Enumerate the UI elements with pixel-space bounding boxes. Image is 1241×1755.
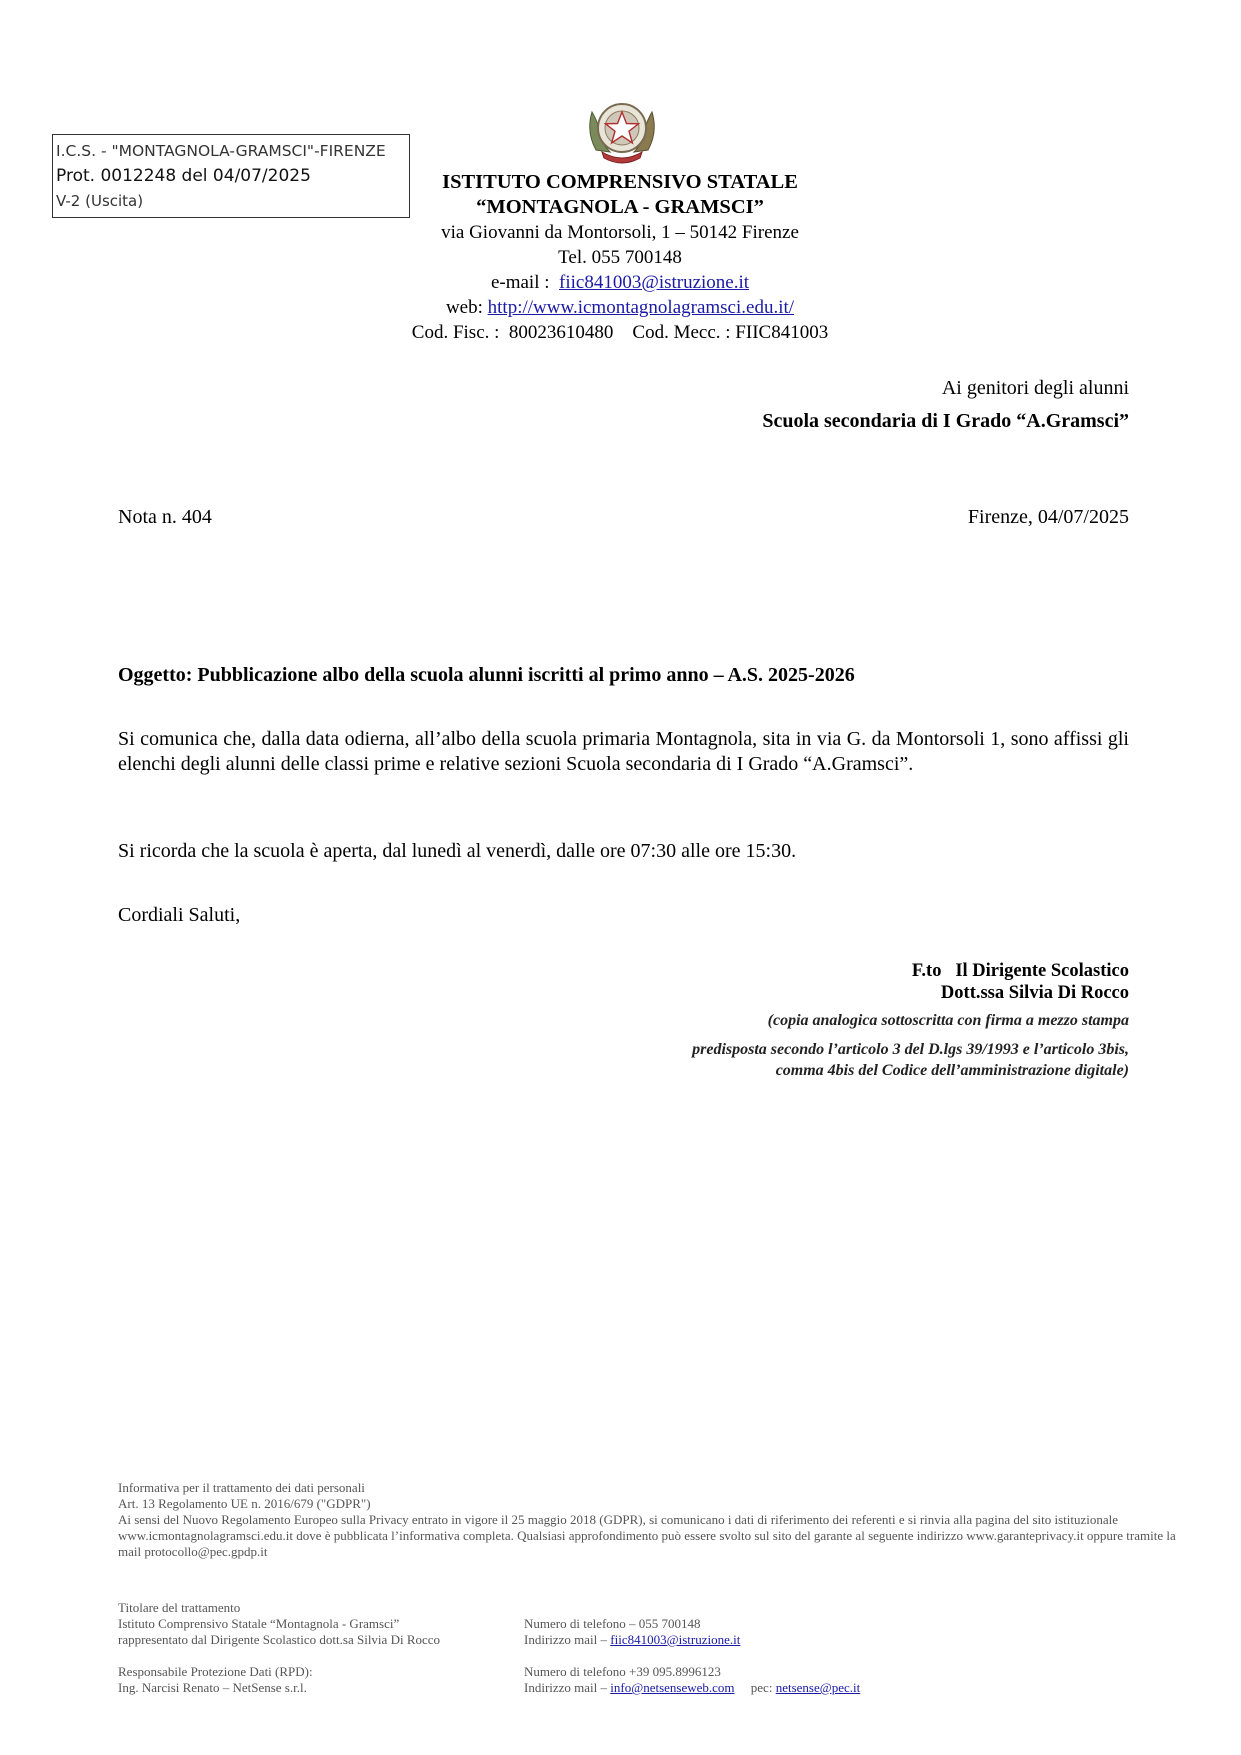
recipient-line-2: Scuola secondaria di I Grado “A.Gramsci” <box>762 410 1129 432</box>
email-label: e-mail : <box>490 272 550 293</box>
titolare-right <box>524 1616 740 1648</box>
letter-date: Firenze, 04/07/2025 <box>967 506 1129 528</box>
signature-name: Dott.ssa Silvia Di Rocco <box>940 983 1129 1003</box>
privacy-footer <box>118 1480 1178 1560</box>
rpd-mail-link[interactable]: info@netsenseweb.com <box>610 1680 735 1695</box>
school-codes: Cod. Fisc. : 80023610480 Cod. Mecc. : FIIC841003 <box>411 322 829 343</box>
school-web-link[interactable]: http://www.icmontagnolagramsci.edu.it/ <box>487 297 795 318</box>
note-number: Nota n. 404 <box>118 506 212 528</box>
rpd-right <box>524 1664 860 1696</box>
body-paragraph-1: Si comunica che, dalla data odierna, all’albo della scuola primaria Montagnola, sita in via G. da Montorsoli 1, sono affissi gli elenchi degli alunni delle classi prime e relative sezioni Scuola secondaria di I Grado “A.Gramsci”. <box>118 728 1129 775</box>
web-label: web: <box>445 297 483 318</box>
school-email-line <box>300 270 940 295</box>
rpd-pec-link[interactable]: netsense@pec.it <box>775 1680 861 1695</box>
rpd-left <box>118 1664 313 1696</box>
rpd-name: Ing. Narcisi Renato – NetSense s.r.l. <box>118 1680 307 1695</box>
titolare-label: Titolare del trattamento <box>118 1600 241 1615</box>
signature-role: F.to Il Dirigente Scolastico <box>911 961 1129 981</box>
stamp-protocol-number: Prot. 0012248 del 04/07/2025 <box>56 166 311 186</box>
signature-note-1: (copia analogica sottoscritta con firma a mezzo stampa <box>767 1012 1129 1029</box>
signature-note-3: comma 4bis del Codice dell’amministrazione digitale) <box>775 1062 1129 1079</box>
titolare-mail-label: Indirizzo mail – <box>524 1632 608 1647</box>
letter-subject: Oggetto: Pubblicazione albo della scuola alunni iscritti al primo anno – A.S. 2025-2026 <box>118 664 855 686</box>
rpd-phone: Numero di telefono +39 095.8996123 <box>524 1664 721 1679</box>
closing-greeting: Cordiali Saluti, <box>118 904 241 926</box>
school-web-line <box>300 295 940 320</box>
stamp-institute: I.C.S. - "MONTAGNOLA-GRAMSCI"-FIRENZE <box>56 142 386 160</box>
privacy-text: Ai sensi del Nuovo Regolamento Europeo sulla Privacy entrato in vigore il 25 maggio 2018 (GDPR), si comunicano i dati di riferimento dei referenti e si rinvia alla pagina del sito istituzionale www.icmontagnolagramsci.edu.it dove è pubblicata l’informativa completa. Qualsiasi approfondimento può essere svolto sul sito del garante al seguente indirizzo www.garanteprivacy.it oppure tramite la mail protocollo@pec.gpdp.it <box>118 1512 1176 1559</box>
privacy-article: Art. 13 Regolamento UE n. 2016/679 ("GDPR") <box>118 1496 371 1511</box>
signature-block <box>692 960 1129 1081</box>
recipient-line-1: Ai genitori degli alunni <box>941 377 1129 399</box>
titolare-name: Istituto Comprensivo Statale “Montagnola - Gramsci” <box>118 1616 400 1631</box>
school-type: ISTITUTO COMPRENSIVO STATALE <box>442 171 798 193</box>
titolare-mail-link[interactable]: fiic841003@istruzione.it <box>610 1632 741 1647</box>
titolare-phone: Numero di telefono – 055 700148 <box>524 1616 701 1631</box>
signature-note-2: predisposta secondo l’articolo 3 del D.lgs 39/1993 e l’articolo 3bis, <box>692 1041 1129 1058</box>
body-paragraph-2: Si ricorda che la scuola è aperta, dal lunedì al venerdì, dalle ore 07:30 alle ore 15:30. <box>118 840 797 862</box>
privacy-title: Informativa per il trattamento dei dati personali <box>118 1480 365 1495</box>
rpd-label: Responsabile Protezione Dati (RPD): <box>118 1664 313 1679</box>
stamp-classification: V-2 (Uscita) <box>56 192 144 210</box>
italian-republic-emblem-icon <box>580 88 664 172</box>
school-email-link[interactable]: fiic841003@istruzione.it <box>559 272 750 293</box>
school-name: “MONTAGNOLA - GRAMSCI” <box>476 196 764 218</box>
titolare-left <box>118 1600 440 1648</box>
school-tel: Tel. 055 700148 <box>558 247 682 268</box>
rpd-mail-line <box>524 1680 860 1696</box>
school-address: via Giovanni da Montorsoli, 1 – 50142 Firenze <box>441 222 799 243</box>
titolare-mail-line <box>524 1632 740 1648</box>
titolare-representative: rappresentato dal Dirigente Scolastico dott.sa Silvia Di Rocco <box>118 1632 441 1647</box>
rpd-mail-label: Indirizzo mail – <box>524 1680 608 1695</box>
rpd-pec-label: pec: <box>750 1680 773 1695</box>
school-header <box>300 170 940 345</box>
